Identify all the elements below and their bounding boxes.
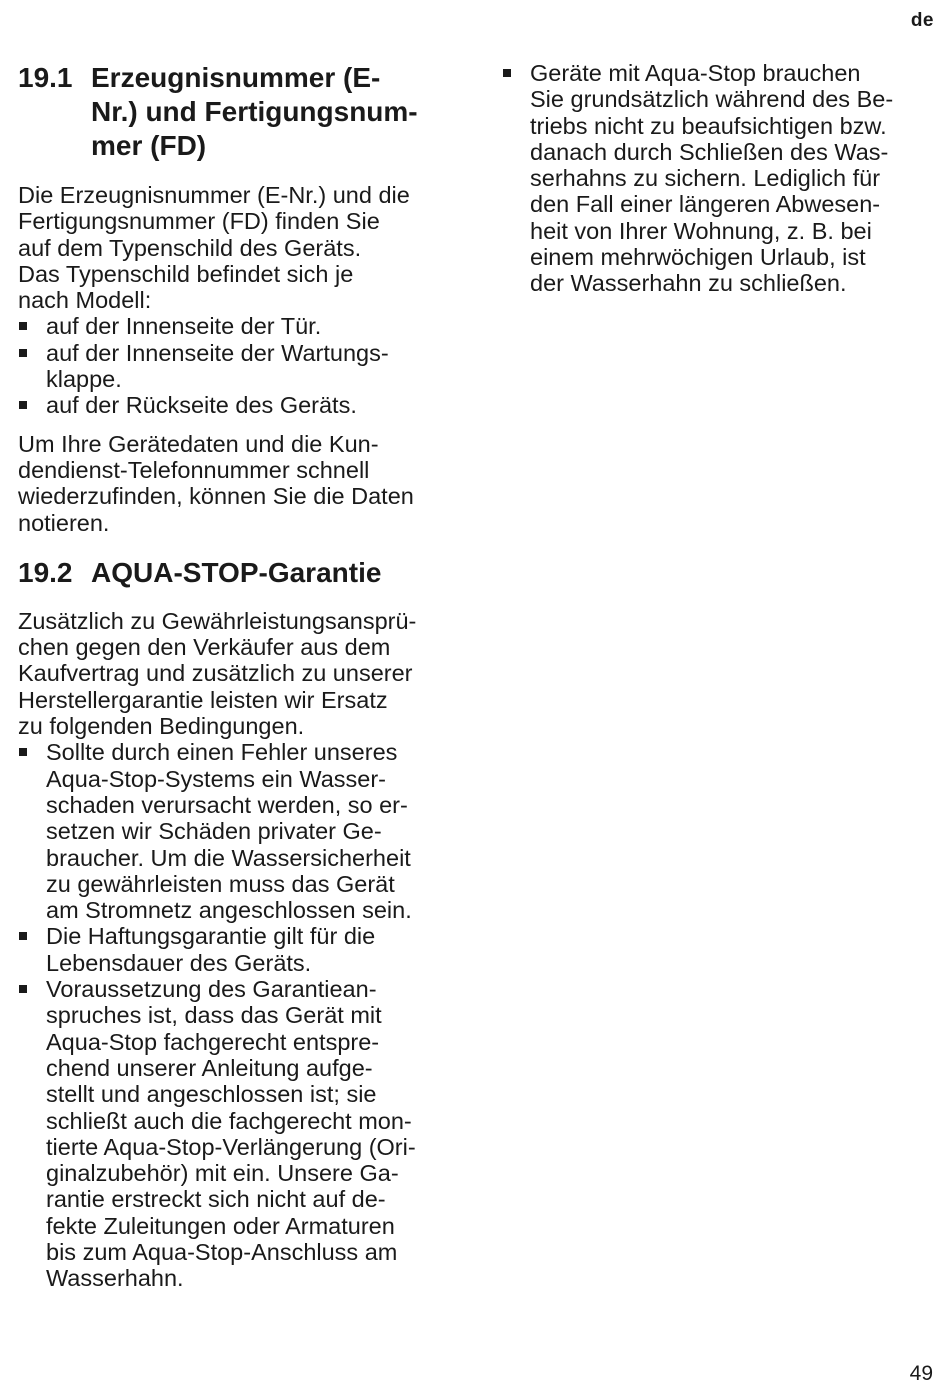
text-line: am Stromnetz angeschlossen sein. xyxy=(46,897,412,924)
intro-paragraph xyxy=(18,608,460,739)
text-line: Aqua-Stop-Systems ein Wasser- xyxy=(46,765,386,792)
text-line: auf der Rückseite des Geräts. xyxy=(46,392,357,419)
left-column xyxy=(18,60,460,1292)
title-line: Erzeugnisnummer (E- xyxy=(91,62,381,93)
section-number: 19.2 xyxy=(18,556,73,588)
intro-paragraph xyxy=(18,182,460,313)
text-line: spruches ist, dass das Gerät mit xyxy=(46,1002,382,1029)
text-line: ginalzubehör) mit ein. Unsere Ga- xyxy=(46,1160,399,1187)
text-line: auf dem Typenschild des Geräts. xyxy=(18,234,362,261)
page-number: 49 xyxy=(909,1362,933,1385)
title-line: mer (FD) xyxy=(91,130,207,161)
text-line: schließt auch die fachgerecht mon- xyxy=(46,1107,412,1134)
text-line: der Wasserhahn zu schließen. xyxy=(530,270,847,297)
text-line: zu gewährleisten muss das Gerät xyxy=(46,870,395,897)
guarantee-conditions-list xyxy=(18,739,460,1291)
text-line: Aqua-Stop fachgerecht entspre- xyxy=(46,1028,380,1055)
right-column xyxy=(502,60,932,297)
text-line: braucher. Um die Wassersicherheit xyxy=(46,844,411,871)
text-line: auf der Innenseite der Wartungs- xyxy=(46,339,389,366)
list-item xyxy=(18,739,460,923)
text-line: rantie erstreckt sich nicht auf de- xyxy=(46,1186,386,1213)
section-title: AQUA-STOP-Garantie xyxy=(91,556,382,588)
text-line: Kaufvertrag und zusätzlich zu unserer xyxy=(18,660,413,687)
text-line: Um Ihre Gerätedaten und die Kun- xyxy=(18,430,379,457)
text-line: Herstellergarantie leisten wir Ersatz xyxy=(18,686,388,713)
text-line: Wasserhahn. xyxy=(46,1265,184,1292)
text-line: Das Typenschild befindet sich je xyxy=(18,260,354,287)
text-line: Lebensdauer des Geräts. xyxy=(46,949,312,976)
list-item xyxy=(18,923,460,976)
text-line: auf der Innenseite der Tür. xyxy=(46,313,322,340)
text-line: triebs nicht zu beaufsichtigen bzw. xyxy=(530,112,887,139)
text-line: setzen wir Schäden privater Ge- xyxy=(46,818,382,845)
text-line: zu folgenden Bedingungen. xyxy=(18,713,305,740)
list-item xyxy=(502,60,932,297)
text-line: tierte Aqua-Stop-Verlängerung (Ori- xyxy=(46,1133,416,1160)
text-line: heit von Ihrer Wohnung, z. B. bei xyxy=(530,217,872,244)
text-line: dendienst-Telefonnummer schnell xyxy=(18,456,370,483)
text-line: Die Erzeugnisnummer (E-Nr.) und die xyxy=(18,182,410,208)
language-code: de xyxy=(910,10,934,31)
text-line: serhahns zu sichern. Lediglich für xyxy=(530,165,881,192)
section-number: 19.1 xyxy=(18,62,73,93)
text-line: schaden verursacht werden, so er- xyxy=(46,791,408,818)
text-line: Sie grundsätzlich während des Be- xyxy=(530,86,894,113)
text-line: chend unserer Anleitung aufge- xyxy=(46,1054,373,1081)
section-title xyxy=(91,61,460,163)
text-line: notieren. xyxy=(18,509,110,536)
text-line: chen gegen den Verkäufer aus dem xyxy=(18,634,391,661)
type-plate-location-list xyxy=(18,313,460,418)
list-item xyxy=(18,976,460,1292)
list-item xyxy=(18,313,460,339)
text-line: Zusätzlich zu Gewährleistungsansprü- xyxy=(18,607,417,634)
section-19-1-heading xyxy=(18,61,460,163)
text-line: den Fall einer längeren Abwesen- xyxy=(530,191,881,218)
text-line: danach durch Schließen des Was- xyxy=(530,138,889,165)
text-line: Die Haftungsgarantie gilt für die xyxy=(46,923,376,950)
text-line: einem mehrwöchigen Urlaub, ist xyxy=(530,244,866,271)
text-line: stellt und angeschlossen ist; sie xyxy=(46,1081,377,1108)
text-line: fekte Zuleitungen oder Armaturen xyxy=(46,1212,395,1239)
list-item xyxy=(18,340,460,393)
outro-paragraph xyxy=(18,431,460,536)
title-line: Nr.) und Fertigungsnum- xyxy=(91,96,418,127)
section-19-2-heading xyxy=(18,556,460,590)
text-line: Sollte durch einen Fehler unseres xyxy=(46,739,398,766)
text-line: wiederzufinden, können Sie die Daten xyxy=(18,483,414,510)
text-line: bis zum Aqua-Stop-Anschluss am xyxy=(46,1238,398,1265)
list-item xyxy=(18,392,460,418)
text-line: Fertigungsnummer (FD) finden Sie xyxy=(18,208,380,235)
text-line: Geräte mit Aqua-Stop brauchen xyxy=(530,60,861,86)
text-line: klappe. xyxy=(46,366,122,393)
guarantee-conditions-list-continued xyxy=(502,60,932,297)
text-line: nach Modell: xyxy=(18,287,152,314)
text-line: Voraussetzung des Garantiean- xyxy=(46,976,377,1003)
